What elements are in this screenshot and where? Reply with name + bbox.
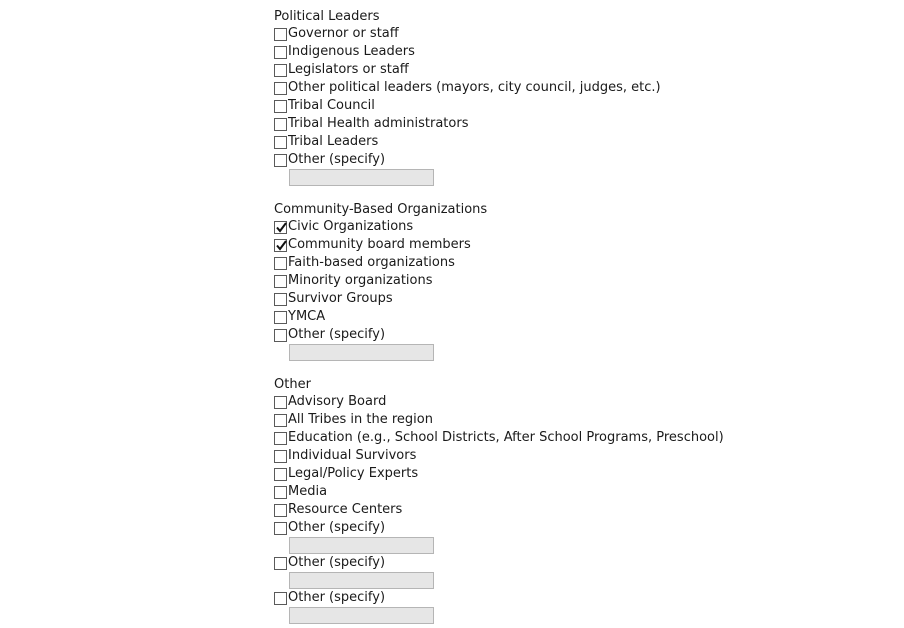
option-media[interactable] <box>274 483 874 501</box>
option-label: Resource Centers <box>288 502 403 517</box>
option-tribal-leaders[interactable] <box>274 133 874 151</box>
other-specify-input[interactable] <box>289 344 434 361</box>
option-other-specify-1[interactable] <box>274 519 874 537</box>
checkbox[interactable] <box>274 257 287 270</box>
checkmark-icon <box>275 239 288 252</box>
checkbox[interactable] <box>274 82 287 95</box>
stakeholder-form <box>274 8 874 624</box>
checkbox[interactable] <box>274 136 287 149</box>
checkbox[interactable] <box>274 504 287 517</box>
checkbox[interactable] <box>274 522 287 535</box>
option-label: Education (e.g., School Districts, After School Programs, Preschool) <box>288 430 724 445</box>
option-label: Minority organizations <box>288 273 433 288</box>
option-label: Other political leaders (mayors, city council, judges, etc.) <box>288 80 661 95</box>
other-specify-input-1[interactable] <box>289 537 434 554</box>
checkbox[interactable] <box>274 396 287 409</box>
option-label: Advisory Board <box>288 394 387 409</box>
option-other-specify[interactable] <box>274 151 874 169</box>
checkbox[interactable] <box>274 28 287 41</box>
option-individual-survivors[interactable] <box>274 447 874 465</box>
section-other <box>274 376 874 624</box>
option-label: Legislators or staff <box>288 62 409 77</box>
checkbox[interactable] <box>274 468 287 481</box>
option-label: Other (specify) <box>288 327 386 342</box>
option-community-board-members[interactable] <box>274 236 874 254</box>
option-advisory-board[interactable] <box>274 393 874 411</box>
checkbox[interactable] <box>274 293 287 306</box>
option-legislators-or-staff[interactable] <box>274 61 874 79</box>
option-other-political-leaders[interactable] <box>274 79 874 97</box>
option-label: Other (specify) <box>288 520 386 535</box>
checkbox[interactable] <box>274 46 287 59</box>
checkbox[interactable] <box>274 592 287 605</box>
checkbox[interactable] <box>274 450 287 463</box>
checkmark-icon <box>275 221 288 234</box>
option-survivor-groups[interactable] <box>274 290 874 308</box>
section-political-leaders <box>274 8 874 186</box>
checkbox[interactable] <box>274 118 287 131</box>
checkbox[interactable] <box>274 486 287 499</box>
option-label: Tribal Health administrators <box>288 116 469 131</box>
option-label: Indigenous Leaders <box>288 44 415 59</box>
option-tribal-health-administrators[interactable] <box>274 115 874 133</box>
option-indigenous-leaders[interactable] <box>274 43 874 61</box>
option-tribal-council[interactable] <box>274 97 874 115</box>
option-legal-policy-experts[interactable] <box>274 465 874 483</box>
option-label: Community board members <box>288 237 471 252</box>
option-label: Legal/Policy Experts <box>288 466 419 481</box>
option-resource-centers[interactable] <box>274 501 874 519</box>
option-label: Other (specify) <box>288 152 386 167</box>
option-other-specify-2[interactable] <box>274 554 874 572</box>
option-label: Governor or staff <box>288 26 399 41</box>
option-label: Tribal Leaders <box>288 134 379 149</box>
option-label: Faith-based organizations <box>288 255 455 270</box>
option-label: Survivor Groups <box>288 291 393 306</box>
other-specify-input-2[interactable] <box>289 572 434 589</box>
option-other-specify[interactable] <box>274 326 874 344</box>
checkbox[interactable] <box>274 154 287 167</box>
checkbox[interactable] <box>274 329 287 342</box>
option-label: Media <box>288 484 328 499</box>
option-label: Other (specify) <box>288 555 386 570</box>
option-education[interactable] <box>274 429 874 447</box>
checkbox[interactable] <box>274 432 287 445</box>
section-title: Political Leaders <box>274 9 380 24</box>
option-ymca[interactable] <box>274 308 874 326</box>
checkbox[interactable] <box>274 557 287 570</box>
checkbox[interactable] <box>274 221 287 234</box>
option-governor-or-staff[interactable] <box>274 25 874 43</box>
checkbox[interactable] <box>274 275 287 288</box>
option-label: Civic Organizations <box>288 219 414 234</box>
section-title: Community-Based Organizations <box>274 202 488 217</box>
option-civic-organizations[interactable] <box>274 218 874 236</box>
checkbox[interactable] <box>274 64 287 77</box>
section-title: Other <box>274 377 311 392</box>
option-faith-based-organizations[interactable] <box>274 254 874 272</box>
option-other-specify-3[interactable] <box>274 589 874 607</box>
other-specify-input[interactable] <box>289 169 434 186</box>
other-specify-input-3[interactable] <box>289 607 434 624</box>
checkbox[interactable] <box>274 239 287 252</box>
option-minority-organizations[interactable] <box>274 272 874 290</box>
option-all-tribes-in-region[interactable] <box>274 411 874 429</box>
checkbox[interactable] <box>274 414 287 427</box>
checkbox[interactable] <box>274 100 287 113</box>
option-label: All Tribes in the region <box>288 412 433 427</box>
checkbox[interactable] <box>274 311 287 324</box>
section-community-based-organizations <box>274 201 874 361</box>
option-label: Individual Survivors <box>288 448 417 463</box>
option-label: YMCA <box>288 309 326 324</box>
option-label: Tribal Council <box>288 98 375 113</box>
option-label: Other (specify) <box>288 590 386 605</box>
